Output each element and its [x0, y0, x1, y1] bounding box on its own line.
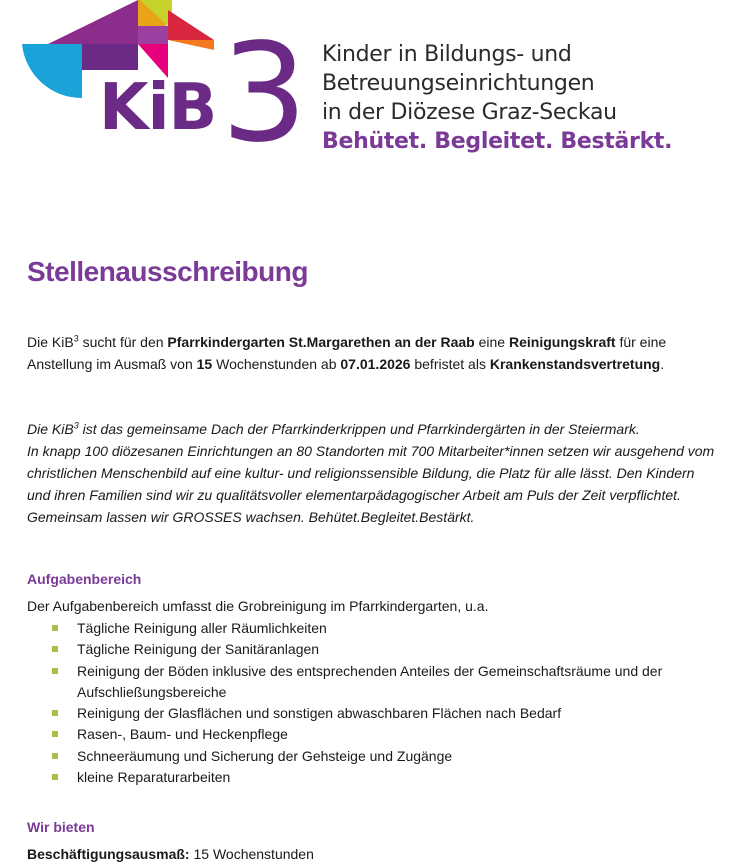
list-item-text: kleine Reparaturarbeiten — [77, 769, 231, 786]
header-tagline — [322, 40, 672, 156]
list-item — [50, 724, 690, 745]
intro-superscript: 3 — [73, 333, 79, 344]
intro-text: eine — [474, 334, 509, 350]
intro-text: . — [660, 356, 665, 372]
intro-contract-type: Krankenstandsvertretung — [489, 356, 661, 372]
list-item — [50, 639, 690, 660]
page-title: Stellenausschreibung — [27, 256, 308, 287]
intro-paragraph — [27, 331, 717, 375]
list-item-text: Schneeräumung und Sicherung der Gehsteige und Zugänge — [77, 747, 453, 764]
intro-position: Reinigungskraft — [508, 334, 616, 350]
list-item — [50, 746, 690, 767]
intro-kindergarten-name: Pfarrkindergarten St.Margarethen an der Raab — [167, 334, 475, 350]
list-item-text: Tägliche Reinigung der Sanitäranlagen — [77, 641, 320, 658]
tagline-slogan: Behütet. Begleitet. Bestärkt. — [322, 129, 673, 154]
tasks-list — [50, 618, 690, 788]
bullet-square-icon — [52, 668, 58, 674]
tasks-intro: Der Aufgabenbereich umfasst die Grobreinigung im Pfarrkindergarten, u.a. — [27, 598, 489, 614]
tagline-line-1: Kinder in Bildungs- und — [322, 42, 572, 67]
intro-hours: 15 — [196, 356, 213, 372]
intro-text: sucht für den — [78, 334, 168, 350]
intro-text: Die KiB — [27, 334, 74, 350]
about-text: In knapp 100 diözesanen Einrichtungen an 80 Standorten mit 700 Mitarbeiter*innen setzen wir ausgehend vom christlichen Menschenbild auf eine kultur- und religionssensible Bildung, die Platz für alle lässt. Den Kindern und ihren Familien sind wir zu qualitätsvoller elementarpädagogischer Arbeit am Puls der Zeit verpflichtet. Gemeinsam lassen wir GROSSES wachsen. Behütet.Begleitet.Bestärkt. — [27, 443, 715, 525]
tagline-line-2: Betreuungseinrichtungen — [322, 71, 595, 96]
list-item-text: Reinigung der Böden inklusive des entsprechenden Anteiles der Gemeinschaftsräume und der Aufschließungsbereiche — [77, 662, 663, 700]
list-item-text: Rasen-, Baum- und Heckenpflege — [77, 726, 288, 743]
list-item — [50, 703, 690, 724]
offer-heading: Wir bieten — [27, 819, 95, 835]
bullet-square-icon — [52, 731, 58, 737]
list-item — [50, 767, 690, 788]
logo-kib-text: KiB — [99, 71, 217, 145]
intro-text: Wochenstunden ab — [212, 356, 341, 372]
about-superscript: 3 — [73, 420, 79, 431]
kib3-logo — [18, 0, 308, 173]
offer-value: 15 Wochenstunden — [189, 846, 314, 862]
bullet-square-icon — [52, 625, 58, 631]
tasks-heading: Aufgabenbereich — [27, 571, 142, 587]
offer-first-line — [27, 844, 314, 864]
bullet-square-icon — [52, 753, 58, 759]
offer-label: Beschäftigungsausmaß: — [27, 846, 190, 862]
list-item-text: Reinigung der Glasflächen und sonstigen abwaschbaren Flächen nach Bedarf — [77, 705, 562, 722]
logo-three-text: 3 — [221, 15, 308, 173]
list-item — [50, 618, 690, 639]
bullet-square-icon — [52, 646, 58, 652]
intro-start-date: 07.01.2026 — [340, 356, 411, 372]
list-item — [50, 661, 690, 704]
about-paragraph — [27, 418, 717, 528]
intro-text: für eine Anstellung im Ausmaß von — [27, 334, 667, 372]
about-text: Die KiB — [27, 421, 74, 437]
about-text: ist das gemeinsame Dach der Pfarrkinderkrippen und Pfarrkindergärten in der Steiermark. — [78, 421, 640, 437]
intro-text: befristet als — [410, 356, 490, 372]
bullet-square-icon — [52, 774, 58, 780]
tagline-line-3: in der Diözese Graz-Seckau — [322, 100, 617, 125]
bullet-square-icon — [52, 710, 58, 716]
list-item-text: Tägliche Reinigung aller Räumlichkeiten — [77, 620, 327, 636]
